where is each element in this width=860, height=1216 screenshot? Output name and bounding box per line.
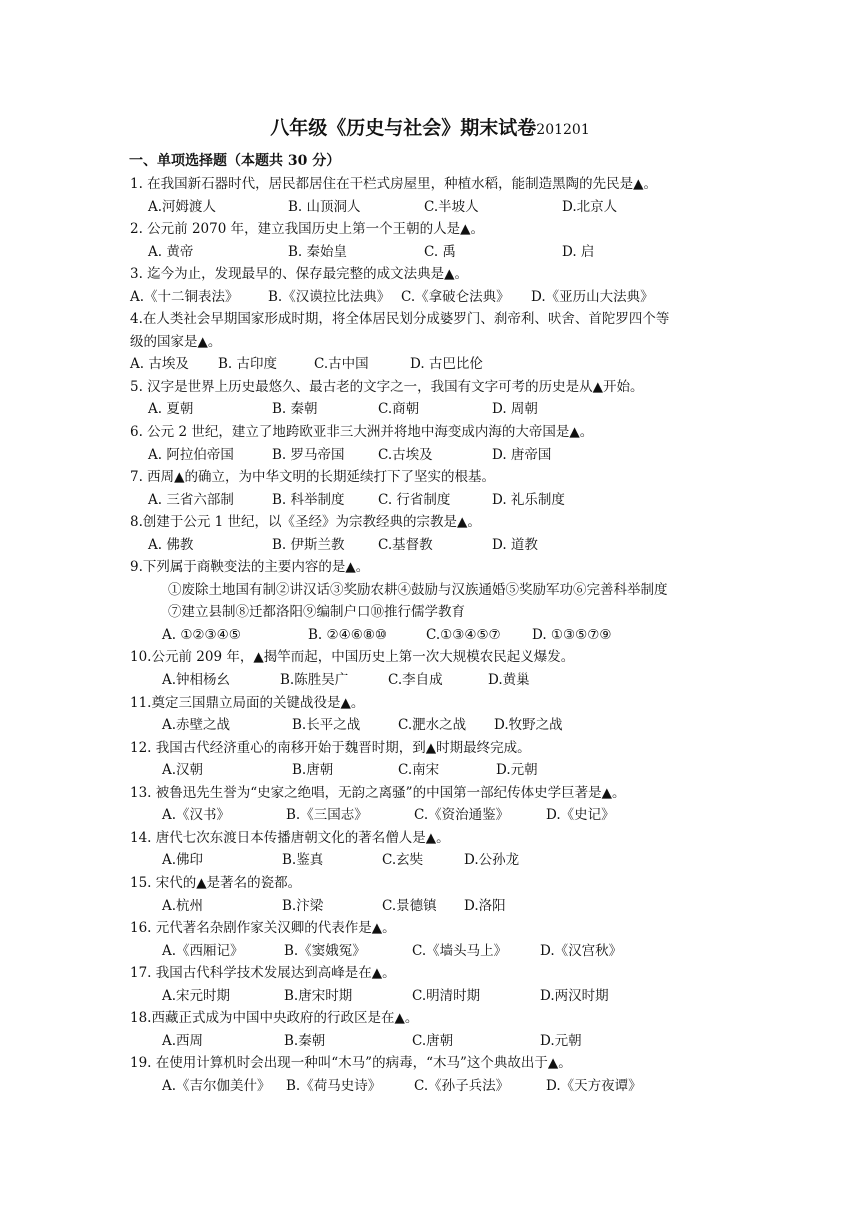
option-d: D.《亚历山大法典》: [531, 288, 654, 305]
option-c: C.《资治通鉴》: [414, 807, 510, 824]
option-a: A.《西厢记》: [162, 942, 244, 959]
options-row: [130, 759, 740, 782]
question-text: 17. 我国古代科学技术发展达到高峰是在▲。: [130, 965, 396, 982]
option-c: C.明清时期: [412, 987, 481, 1004]
option-b: B.陈胜吴广: [280, 672, 349, 689]
option-d: D.两汉时期: [540, 987, 609, 1004]
question-list: [130, 173, 740, 1097]
option-d: D. 启: [562, 243, 595, 260]
option-a: A.汉朝: [162, 762, 204, 779]
option-d: D.元朝: [540, 1032, 582, 1049]
option-c: C.半坡人: [424, 198, 479, 215]
question-text: 12. 我国古代经济重心的南移开始于魏晋时期，到▲时期最终完成。: [130, 739, 531, 756]
option-d: D.洛阳: [464, 897, 506, 914]
option-b: B.《窦娥冤》: [284, 942, 366, 959]
option-d: D.《汉宫秋》: [540, 942, 623, 959]
question-text: 19. 在使用计算机时会出现一种叫“木马”的病毒，“木马”这个典故出于▲。: [130, 1055, 572, 1072]
question-text: 7. 西周▲的确立，为中华文明的长期延续打下了坚实的根基。: [130, 469, 496, 486]
question-text: 4.在人类社会早期国家形成时期，将全体居民划分成婆罗门、刹帝利、吠舍、首陀罗四个等: [130, 311, 670, 328]
option-b: B.鉴真: [282, 852, 324, 869]
option-d: D.公孙龙: [464, 852, 520, 869]
option-b: B. 秦朝: [272, 401, 318, 418]
option-a: A. 阿拉伯帝国: [148, 446, 234, 463]
option-c: C.基督教: [378, 536, 433, 553]
options-row: [130, 489, 740, 512]
option-a: A.《吉尔伽美什》: [162, 1077, 271, 1094]
option-a: A.西周: [162, 1032, 204, 1049]
option-a: A.钟相杨幺: [162, 672, 231, 689]
options-row: [130, 286, 740, 309]
option-a: A. 古埃及: [130, 356, 189, 373]
question-sub-line: ⑦建立县制⑧迁都洛阳⑨编制户口⑩推行儒学教育: [168, 604, 465, 621]
option-b: B. 秦始皇: [288, 243, 348, 260]
option-a: A. 黄帝: [148, 243, 194, 260]
options-row: [130, 1030, 740, 1053]
option-b: B.唐朝: [292, 762, 334, 779]
option-c: C.淝水之战: [398, 717, 467, 734]
option-c: C.景德镇: [382, 897, 437, 914]
option-b: B.秦朝: [284, 1032, 326, 1049]
question-text: 13. 被鲁迅先生誉为“史家之绝唱，无韵之离骚”的中国第一部纪传体史学巨著是▲。: [130, 784, 626, 801]
option-d: D.北京人: [562, 198, 618, 215]
question-text: 9.下列属于商鞅变法的主要内容的是▲。: [130, 559, 370, 576]
option-a: A.赤壁之战: [162, 717, 231, 734]
option-c: C.李自成: [388, 672, 443, 689]
options-row: [130, 398, 740, 421]
question-text-cont: 级的国家是▲。: [130, 333, 222, 350]
question-text: 10.公元前 209 年，▲揭竿而起，中国历史上第一次大规模农民起义爆发。: [130, 649, 575, 666]
question-text: 15. 宋代的▲是著名的瓷都。: [130, 874, 302, 891]
options-row: [130, 849, 740, 872]
option-b: B. 山顶洞人: [288, 198, 361, 215]
option-a: A.杭州: [162, 897, 204, 914]
question-text: 8.创建于公元 1 世纪，以《圣经》为宗教经典的宗教是▲。: [130, 514, 481, 531]
option-d: D.《史记》: [546, 807, 615, 824]
option-a: A. 夏朝: [148, 401, 194, 418]
option-d: D. 周朝: [492, 401, 538, 418]
options-row: [130, 444, 740, 467]
options-row: [130, 196, 740, 219]
options-row: [130, 624, 740, 647]
option-b: B.汴梁: [282, 897, 324, 914]
option-d: D.元朝: [496, 762, 538, 779]
option-a: A.宋元时期: [162, 987, 231, 1004]
option-b: B. 罗马帝国: [272, 446, 345, 463]
option-b: B.长平之战: [292, 717, 361, 734]
question-text: 3. 迄今为止，发现最早的、保存最完整的成文法典是▲。: [130, 266, 469, 283]
question-text: 2. 公元前 2070 年，建立我国历史上第一个王朝的人是▲。: [130, 221, 484, 238]
options-row: [130, 353, 740, 376]
option-c: C.《墙头马上》: [412, 942, 508, 959]
options-row: [130, 804, 740, 827]
option-d: D. 古巴比伦: [410, 356, 483, 373]
option-c: C. 禹: [424, 243, 456, 260]
option-b: B.唐宋时期: [284, 987, 353, 1004]
section-title: 一、单项选择题（本题共 30 分）: [129, 153, 341, 169]
option-d: D. 唐帝国: [492, 446, 552, 463]
exam-title: [0, 114, 860, 144]
options-row: [130, 895, 740, 918]
option-b: B.《三国志》: [286, 807, 368, 824]
options-row: [130, 714, 740, 737]
option-a: A. ①②③④⑤: [162, 626, 241, 643]
option-b: B.《汉谟拉比法典》: [268, 288, 391, 305]
option-c: C. 行省制度: [378, 491, 451, 508]
options-row: [130, 985, 740, 1008]
title-text: 八年级《历史与社会》期末试卷: [270, 117, 537, 139]
option-b: B. 伊斯兰教: [272, 536, 345, 553]
option-d: D. ①③⑤⑦⑨: [532, 626, 612, 643]
option-c: C.唐朝: [412, 1032, 454, 1049]
option-a: A. 佛教: [148, 536, 194, 553]
option-b: B. ②④⑥⑧⑩: [308, 626, 388, 643]
options-row: [130, 534, 740, 557]
option-d: D. 道教: [492, 536, 538, 553]
question-text: 18.西藏正式成为中国中央政府的行政区是在▲。: [130, 1010, 419, 1027]
option-d: D.黄巢: [488, 672, 530, 689]
question-text: 6. 公元 2 世纪，建立了地跨欧亚非三大洲并将地中海变成内海的大帝国是▲。: [130, 424, 594, 441]
question-text: 1. 在我国新石器时代，居民都居住在干栏式房屋里，种植水稻，能制造黑陶的先民是▲。: [130, 176, 658, 192]
option-b: B. 科举制度: [272, 491, 345, 508]
option-c: C.南宋: [398, 762, 440, 779]
options-row: [130, 1075, 740, 1098]
option-d: D.《天方夜谭》: [546, 1077, 642, 1094]
option-c: C.《拿破仑法典》: [401, 288, 510, 305]
option-b: B. 古印度: [218, 356, 278, 373]
question-text: 11.奠定三国鼎立局面的关键战役是▲。: [130, 694, 365, 711]
options-row: [130, 940, 740, 963]
option-b: B.《荷马史诗》: [286, 1077, 382, 1094]
option-a: A.佛印: [162, 852, 204, 869]
option-c: C.《孙子兵法》: [414, 1077, 510, 1094]
title-year: 201201: [536, 122, 590, 138]
option-c: C.古中国: [314, 356, 369, 373]
option-a: A.《十二铜表法》: [130, 288, 239, 305]
option-c: C.玄奘: [382, 852, 424, 869]
options-row: [130, 669, 740, 692]
option-c: C.古埃及: [378, 446, 433, 463]
option-a: A.《汉书》: [162, 807, 231, 824]
option-c: C.①③④⑤⑦: [426, 626, 501, 643]
option-a: A. 三省六部制: [148, 491, 234, 508]
option-d: D.牧野之战: [494, 717, 563, 734]
option-c: C.商朝: [378, 401, 420, 418]
question-text: 16. 元代著名杂剧作家关汉卿的代表作是▲。: [130, 920, 396, 937]
option-a: A.河姆渡人: [148, 198, 217, 215]
question-text: 14. 唐代七次东渡日本传播唐朝文化的著名僧人是▲。: [130, 829, 450, 846]
question-sub-line: ①废除土地国有制②讲汉话③奖励农耕④鼓励与汉族通婚⑤奖励军功⑥完善科举制度: [168, 581, 668, 598]
question-text: 5. 汉字是世界上历史最悠久、最古老的文字之一，我国有文字可考的历史是从▲开始。: [130, 378, 644, 395]
option-d: D. 礼乐制度: [492, 491, 565, 508]
options-row: [130, 241, 740, 264]
